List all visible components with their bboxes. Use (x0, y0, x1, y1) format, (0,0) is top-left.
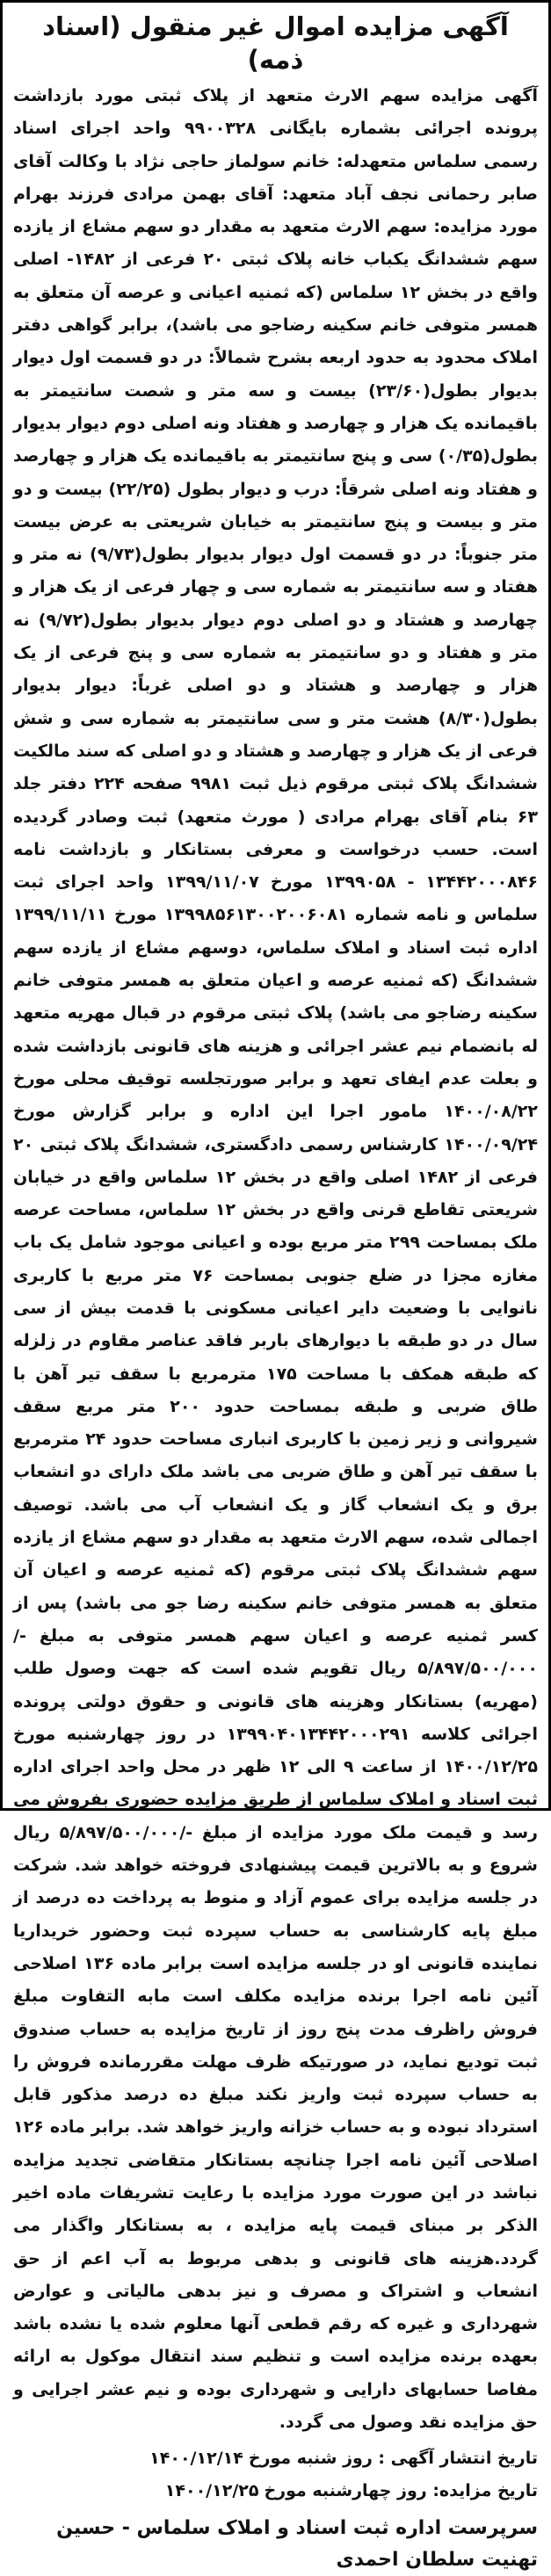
publish-date-line (13, 2442, 538, 2475)
auction-date-value: ۱۴۰۰/۱۲/۲۵ (164, 2481, 259, 2501)
auction-date-line (13, 2475, 538, 2507)
auction-date-label: تاریخ مزایده: روز چهارشنبه مورخ (264, 2481, 538, 2501)
notice-title: آگهی مزایده اموال غیر منقول (اسناد ذمه) (42, 11, 509, 75)
notice-signature: سرپرست اداره ثبت اسناد و املاک سلماس - حسین تهنیت سلطان احمدی (56, 2517, 538, 2572)
notice-dates (13, 2442, 538, 2507)
publish-date-value: ۱۴۰۰/۱۲/۱۴ (149, 2449, 243, 2469)
publish-date-label: تاریخ انتشار آگهی : روز شنبه مورخ (248, 2449, 538, 2469)
notice-body: آگهی مزایده سهم الارث متعهد از پلاک ثبتی مورد بازداشت پرونده اجرائی بشماره بایگانی ۹۹۰۰۳۲۸ واحد اجرای اسناد رسمی سلماس متعهدله: خانم سولماز حاجی نژاد با وکالت آقای صابر رحمانی نجف آباد متعهد: آقای بهمن مرادی فرزند بهرام مورد مزایده: سهم الارث متعهد به مقدار دو سهم مشاع از یازده سهم ششدانگ یکباب خانه پلاک ثبتی ۲۰ فرعی از ۱۴۸۲- اصلی واقع در بخش ۱۲ سلماس (که ثمنیه اعیانی و عرصه آن متعلق به همسر متوفی خانم سکینه رضاجو می باشد)، برابر گواهی دفتر املاک محدود به حدود اربعه بشرح شمالاً: در دو قسمت اول دیوار بدیوار بطول(۲۳/۶۰) بیست و سه متر و شصت سانتیمتر به باقیمانده یک هزار و چهارصد و هفتاد ونه اصلی دوم دیوار بدیوار بطول(۰/۳۵) سی و پنج سانتیمتر به باقیمانده یک هزار و چهارصد و هفتاد ونه اصلی شرقاً: درب و دیوار بطول (۲۲/۲۵) بیست و دو متر و بیست و پنج سانتیمتر به خیابان شریعتی به عرض بیست متر جنوباً: در دو قسمت اول دیوار بدیوار بطول(۹/۷۳) نه متر و هفتاد و سه سانتیمتر به شماره سی و چهار فرعی از یک هزار و چهارصد و هشتاد و دو اصلی دوم دیوار بدیوار بطول(۹/۷۲) نه متر و هفتاد و دو سانتیمتر به شماره سی و پنج فرعی از یک هزار و چهارصد و هشتاد و دو اصلی غرباً: دیوار بدیوار بطول(۸/۳۰) هشت متر و سی سانتیمتر به شماره سی و شش فرعی از یک هزار و چهارصد و هشتاد و دو اصلی که سند مالکیت ششدانگ پلاک ثبتی مرقوم ذیل ثبت ۹۹۸۱ صفحه ۲۲۴ دفتر جلد ۶۳ بنام آقای بهرام مرادی ( مورث متعهد) ثبت وصادر گردیده است. حسب درخواست و معرفی بستانکار و بازداشت نامه ۱۳۴۴۲۰۰۰۸۴۶ - ۱۳۹۹۰۵۸ مورخ ۱۳۹۹/۱۱/۰۷ واحد اجرای ثبت سلماس و نامه شماره ۱۳۹۹۸۵۶۱۳۰۰۲۰۰۶۰۸۱ مورخ ۱۳۹۹/۱۱/۱۱ اداره ثبت اسناد و املاک سلماس، دوسهم مشاع از یازده سهم ششدانگ (که ثمنیه عرصه و اعیان متعلق به همسر متوفی خانم سکینه رضاجو می باشد) پلاک ثبتی مرقوم در قبال مهریه متعهد له بانضمام نیم عشر اجرائی و هزینه های قانونی بازداشت شده و بعلت عدم ایفای تعهد و برابر صورتجلسه توقیف محلی مورخ ۱۴۰۰/۰۸/۲۲ مامور اجرا این اداره و برابر گزارش مورخ ۱۴۰۰/۰۹/۲۴ کارشناس رسمی دادگستری، ششدانگ پلاک ثبتی ۲۰ فرعی از ۱۴۸۲ اصلی واقع در بخش ۱۲ سلماس واقع در خیابان شریعتی تقاطع قرنی واقع در بخش ۱۲ سلماس، مساحت عرصه ملک بمساحت ۲۹۹ متر مربع بوده و اعیانی موجود شامل یک باب مغازه مجزا در ضلع جنوبی بمساحت ۷۶ متر مربع با کاربری نانوایی با وضعیت دایر اعیانی مسکونی با قدمت بیش از سی سال در دو طبقه با دیوارهای باربر فاقد عناصر مقاوم در زلزله که طبقه همکف با مساحت ۱۷۵ مترمربع با سقف تیر آهن با طاق ضربی و طبقه بمساحت حدود ۲۰۰ متر مربع سقف شیروانی و زیر زمین با کاربری انباری مساحت حدود ۲۴ مترمربع با سقف تیر آهن و طاق ضربی می باشد ملک دارای دو انشعاب برق و یک انشعاب گاز و یک انشعاب آب می باشد. توصیف اجمالی شده، سهم الارث متعهد به مقدار دو سهم مشاع از یازده سهم ششدانگ پلاک ثبتی مرقوم (که ثمنیه عرصه و اعیان آن متعلق به همسر متوفی خانم سکینه رضا جو می باشد) پس از کسر ثمنیه عرصه و اعیان سهم همسر متوفی به مبلغ -/۵/۸۹۷/۵۰۰/۰۰۰ ریال تقویم شده است که جهت وصول طلب (مهریه) بستانکار وهزینه های قانونی و حقوق دولتی پرونده اجرائی کلاسه ۱۳۹۹۰۴۰۱۳۴۴۲۰۰۰۲۹۱ در روز چهارشنبه مورخ ۱۴۰۰/۱۲/۲۵ از ساعت ۹ الی ۱۲ ظهر در محل واحد اجرای اداره ثبت اسناد و املاک سلماس از طریق مزایده حضوری بفروش می رسد و قیمت ملک مورد مزایده از مبلغ -/۵/۸۹۷/۵۰۰/۰۰۰ ریال شروع و به بالاترین قیمت پیشنهادی فروخته خواهد شد. شرکت در جلسه مزایده برای عموم آزاد و منوط به پرداخت ده درصد از مبلغ پایه کارشناسی به حساب سپرده ثبت وحضور خریداریا نماینده قانونی او در جلسه مزایده است برابر ماده ۱۳۶ اصلاحی آئین نامه اجرا برنده مزایده مکلف است مابه التفاوت مبلغ فروش راظرف مدت پنج روز از تاریخ مزایده به حساب صندوق ثبت توديع نمايد، در صورتيكه ظرف مهلت مقررمانده فروش را به حساب سپرده ثبت واريز نكند مبلغ ده درصد مذكور قابل استرداد نبوده و به حساب خزانه واريز خواهد شد. برابر ماده ۱۲۶ اصلاحی آئین نامه اجرا چنانچه بستانکار متقاضی تجدید مزایده نباشد در این صورت مورد مزایده با رعایت تشریفات ماده اخیر الذکر بر مبنای قیمت پایه مزایده ، به بستانکار واگذار می گردد.هزینه های قانونی و بدهی مربوط به آب اعم از حق انشعاب و اشتراک و مصرف و نیز بدهی مالیاتی و عوارض شهرداری و غیره که رقم قطعی آنها معلوم شده یا نشده باشد بعهده برنده مزایده است و تنظیم سند انتقال موکول به ارائه مفاصا حسابهای دارایی و شهرداری بوده و نیم عشر اجرایی و حق مزایده نقد وصول می گردد. (13, 86, 539, 2433)
